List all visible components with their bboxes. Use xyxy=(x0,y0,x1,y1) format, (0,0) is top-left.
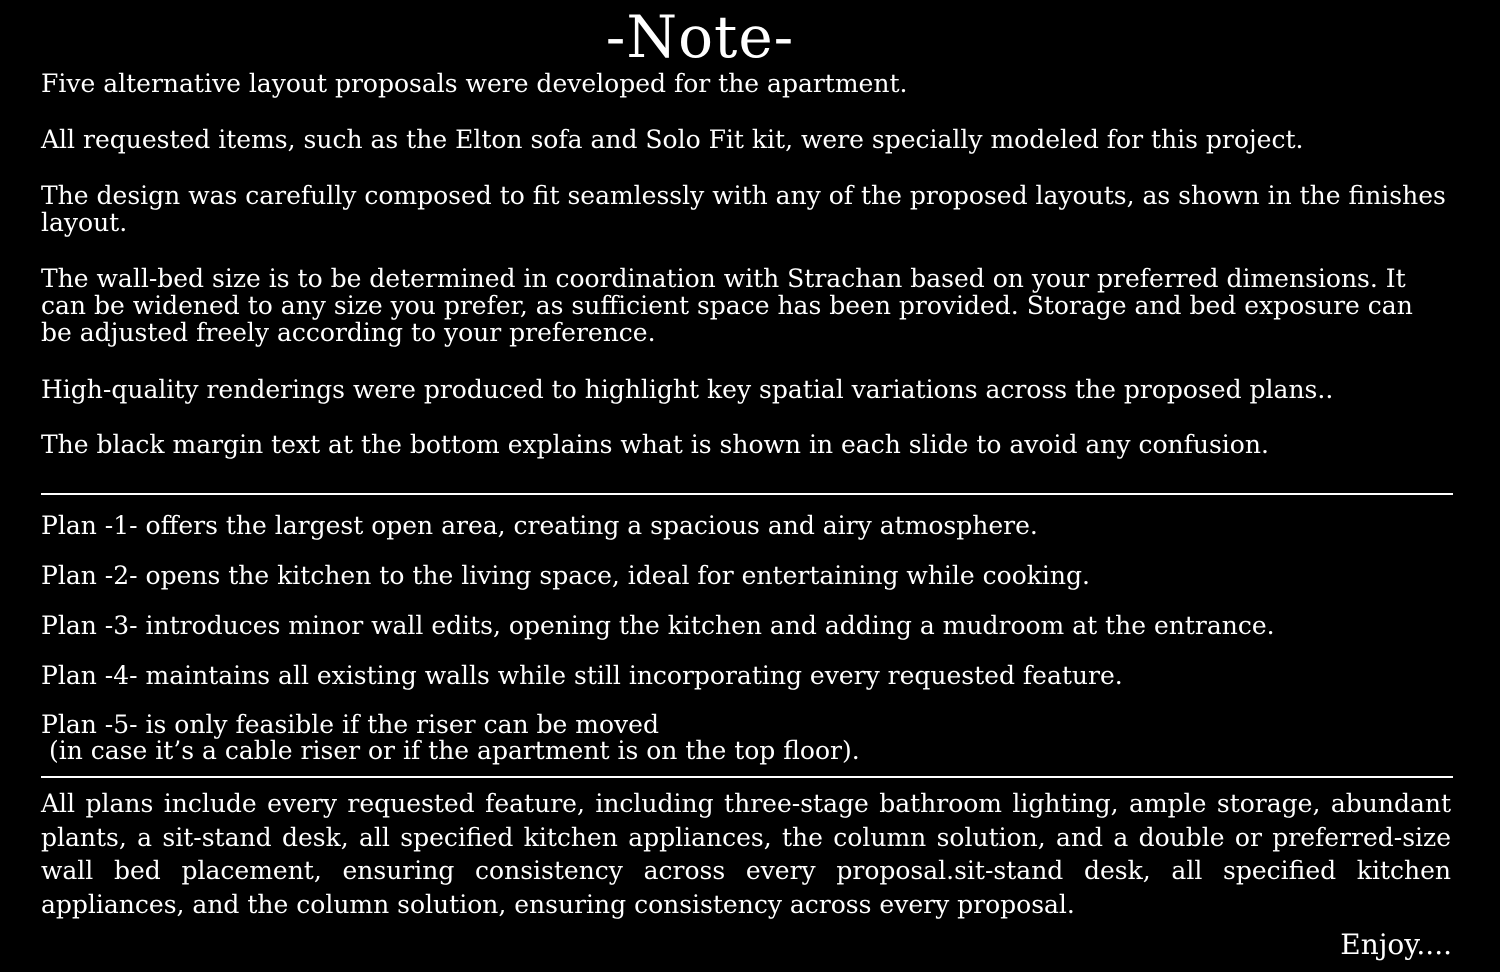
section-divider-top xyxy=(41,493,1453,495)
plan-2-description: Plan -2- opens the kitchen to the living space, ideal for entertaining while cooking. xyxy=(41,561,1090,590)
page-title: -Note- xyxy=(605,3,795,71)
section-divider-bottom xyxy=(41,776,1453,778)
plan-5-description: Plan -5- is only feasible if the riser can be moved xyxy=(41,710,659,739)
plan-1-description: Plan -1- offers the largest open area, creating a spacious and airy atmosphere. xyxy=(41,511,1038,540)
intro-paragraph-2: All requested items, such as the Elton sofa and Solo Fit kit, were specially modeled for this project. xyxy=(41,125,1304,154)
intro-paragraph-6: The black margin text at the bottom explains what is shown in each slide to avoid any confusion. xyxy=(41,430,1269,459)
plan-4-description: Plan -4- maintains all existing walls while still incorporating every requested feature. xyxy=(41,661,1123,690)
plan-5-block xyxy=(41,712,1451,764)
plan-5-note: (in case it’s a cable riser or if the apartment is on the top floor). xyxy=(49,736,860,765)
intro-paragraph-4: The wall-bed size is to be determined in coordination with Strachan based on your preferred dimensions. It can be widened to any size you prefer, as sufficient space has been provided. Storage and bed exposure can be adjusted freely according to your preference. xyxy=(41,264,1413,347)
signoff-text: Enjoy.... xyxy=(1340,928,1452,961)
intro-paragraph-5: High-quality renderings were produced to highlight key spatial variations across the proposed plans.. xyxy=(41,375,1334,404)
intro-paragraph-3: The design was carefully composed to fit seamlessly with any of the proposed layouts, as shown in the finishes layout. xyxy=(41,181,1446,237)
summary-paragraph: All plans include every requested feature, including three-stage bathroom lighting, ample storage, abundant plants, a sit-stand desk, all specified kitchen appliances, the column solution, and a double or preferred-size wall bed placement, ensuring consistency across every proposal.sit-stand desk, all specified kitchen appliances, and the column solution, ensuring consistency across every proposal. xyxy=(41,789,1451,919)
plan-3-description: Plan -3- introduces minor wall edits, opening the kitchen and adding a mudroom at the entrance. xyxy=(41,611,1275,640)
intro-paragraph-1: Five alternative layout proposals were developed for the apartment. xyxy=(41,69,908,98)
